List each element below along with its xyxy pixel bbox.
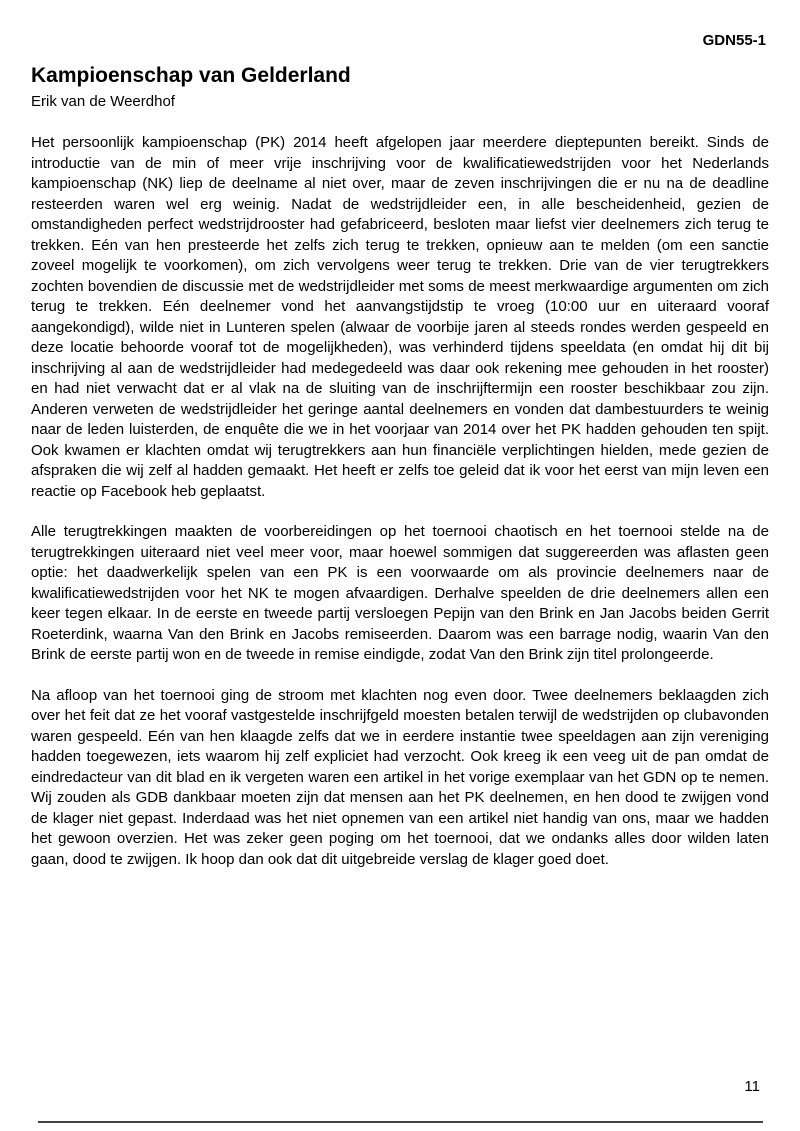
doc-code: GDN55-1 xyxy=(702,32,766,49)
footer-rule xyxy=(38,1121,763,1123)
paragraph: Alle terugtrekkingen maakten de voorbereidingen op het toernooi chaotisch en het toernooi stelde na de terugtrekkingen uiteraard niet veel meer voor, maar hoewel sommigen dat suggereerden was aflasten geen optie: het daadwerkelijk spelen van een PK is een voorwaarde om als provincie deelnemers naar de kwalificatiewedstrijden voor het NK te mogen afvaardigen. Derhalve speelden de drie deelnemers allen een keer tegen elkaar. In de eerste en tweede partij versloegen Pepijn van den Brink en Jan Jacobs beiden Gerrit Roeterdink, waarna Van den Brink en Jacobs remiseerden. Daarom was een barrage nodig, waarin Van den Brink de eerste partij won en de tweede in remise eindigde, zodat Van den Brink zijn titel prolongeerde. xyxy=(31,523,769,663)
article-author: Erik van de Weerdhof xyxy=(31,93,175,110)
article-title: Kampioenschap van Gelderland xyxy=(31,64,351,87)
paragraph: Na afloop van het toernooi ging de stroom met klachten nog even door. Twee deelnemers beklaagden zich over het feit dat ze het vooraf vastgestelde inschrijfgeld moesten betalen terwijl de wedstrijden op clubavonden waren gespeeld. Eén van hen klaagde zelfs dat we in eerdere instantie twee speeldagen aan zijn vereniging hadden toegewezen, iets waarom hij zelf expliciet had verzocht. Ook kreeg ik een veeg uit de pan omdat de eindredacteur van dit blad en ik vergeten waren een artikel in het vorige exemplaar van het GDN op te nemen. Wij zouden als GDB dankbaar moeten zijn dat mensen aan het PK deelnemen, en hen dood te zwijgen vond de klager niet gepast. Inderdaad was het niet opnemen van een artikel niet handig van ons, maar we hadden het gewoon overzien. Het was zeker geen poging om het toernooi, dat we ondanks alles door wilden laten gaan, dood te zwijgen. Ik hoop dan ook dat dit uitgebreide verslag de klager goed doet. xyxy=(31,686,769,868)
article-body xyxy=(31,133,769,870)
page-number: 11 xyxy=(744,1078,760,1095)
paragraph: Het persoonlijk kampioenschap (PK) 2014 heeft afgelopen jaar meerdere dieptepunten bereikt. Sinds de introductie van de min of meer vrije inschrijving voor de kwalificatiewedstrijden voor het Nederlands kampioenschap (NK) liep de deelname al niet over, maar de zeven inschrijvingen die er nu na de deadline resteerden waren wel erg weinig. Nadat de wedstrijdleider een, in alle bescheidenheid, gezien de omstandigheden perfect wedstrijdrooster had gefabriceerd, besloten maar liefst vier deelnemers zich terug te trekken. Eén van hen presteerde het zelfs zich terug te trekken, opnieuw aan te melden (om een sanctie zoveel mogelijk te voorkomen), om zich vervolgens weer terug te trekken. Drie van de vier terugtrekkers zochten bovendien de discussie met de wedstrijdleider met soms de meest merkwaardige argumenten om zich terug te trekken. Eén deelnemer vond het aanvangstijdstip te vroeg (10:00 uur en uiteraard vooraf aangekondigd), wilde niet in Lunteren spelen (alwaar de voorbije jaren al steeds rondes werden gespeeld en deze locatie behoorde vooraf tot de mogelijkheden), was verhinderd tijdens speeldata (en omdat hij dit bij inschrijving al aan de wedstrijdleider had medegedeeld was daar ook rekening mee gehouden in het rooster) en had niet verwacht dat er al vlak na de sluiting van de inschrijftermijn een rooster beschikbaar zou zijn. Anderen verweten de wedstrijdleider het geringe aantal deelnemers en vonden dat dambestuurders te weinig naar de leden luisterden, de enquête die we in het voorjaar van 2014 over het PK hadden gehouden ten spijt. Ook kwamen er klachten omdat wij terugtrekkers aan hun financiële verplichtingen hielden, mede gezien de afspraken die wij zelf al hadden gemaakt. Het heeft er zelfs toe geleid dat ik voor het eerst van mijn leven een reactie op Facebook heb geplaatst. xyxy=(31,134,769,500)
